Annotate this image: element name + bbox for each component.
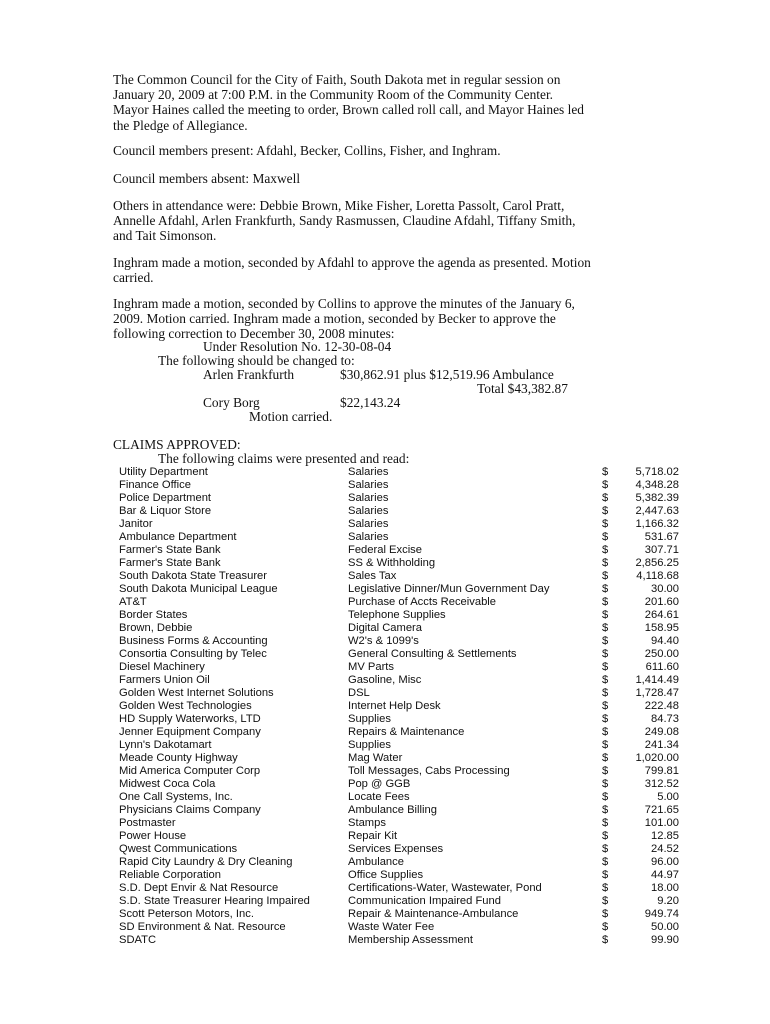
claim-amount: 2,856.25 bbox=[635, 557, 679, 569]
claim-amount: 1,020.00 bbox=[635, 752, 679, 764]
claim-vendor: Postmaster bbox=[119, 817, 176, 829]
claim-row bbox=[119, 674, 684, 687]
claim-row bbox=[119, 557, 684, 570]
claim-vendor: Brown, Debbie bbox=[119, 622, 193, 634]
claim-amount: 94.40 bbox=[651, 635, 679, 647]
claim-row bbox=[119, 778, 684, 791]
claim-description: Supplies bbox=[348, 739, 391, 751]
claim-row bbox=[119, 648, 684, 661]
arlen-name: Arlen Frankfurth bbox=[203, 367, 295, 382]
claim-vendor: Border States bbox=[119, 609, 188, 621]
minutes-line: Inghram made a motion, seconded by Collins to approve the minutes of the January 6, bbox=[113, 296, 575, 311]
claim-vendor: Mid America Computer Corp bbox=[119, 765, 261, 777]
claim-vendor: Business Forms & Accounting bbox=[119, 635, 268, 647]
claim-row bbox=[119, 622, 684, 635]
intro-line: January 20, 2009 at 7:00 P.M. in the Community Room of the Community Center. bbox=[113, 87, 554, 103]
claim-amount: 24.52 bbox=[651, 843, 679, 855]
claim-row bbox=[119, 804, 684, 817]
minutes-line: 2009. Motion carried. Inghram made a motion, seconded by Becker to approve the bbox=[113, 311, 556, 327]
claim-vendor: One Call Systems, Inc. bbox=[119, 791, 233, 803]
claim-vendor: Janitor bbox=[119, 518, 153, 530]
arlen-amount: $30,862.91 plus $12,519.96 Ambulance bbox=[340, 367, 554, 382]
attendance-paragraph bbox=[113, 198, 673, 244]
claim-description: Supplies bbox=[348, 713, 391, 725]
claim-description: Mag Water bbox=[348, 752, 403, 764]
claim-amount: 4,348.28 bbox=[635, 479, 679, 491]
claim-currency: $ bbox=[602, 804, 609, 816]
claim-amount: 307.71 bbox=[644, 544, 679, 556]
claim-row bbox=[119, 921, 684, 934]
intro-line: the Pledge of Allegiance. bbox=[113, 117, 248, 133]
claim-vendor: Scott Peterson Motors, Inc. bbox=[119, 908, 254, 920]
claim-row bbox=[119, 908, 684, 921]
claim-currency: $ bbox=[602, 661, 609, 673]
claim-description: Services Expenses bbox=[348, 843, 444, 855]
claim-description: Communication Impaired Fund bbox=[348, 895, 501, 907]
claim-vendor: Qwest Communications bbox=[119, 843, 238, 855]
claim-currency: $ bbox=[602, 505, 609, 517]
claim-vendor: Utility Department bbox=[119, 466, 208, 478]
claim-row bbox=[119, 700, 684, 713]
agenda-paragraph bbox=[113, 255, 673, 285]
claim-row bbox=[119, 570, 684, 583]
claim-description: Sales Tax bbox=[348, 570, 397, 582]
claim-description: Internet Help Desk bbox=[348, 700, 441, 712]
attendance-line: Annelle Afdahl, Arlen Frankfurth, Sandy Rasmussen, Claudine Afdahl, Tiffany Smith, bbox=[113, 213, 576, 229]
claim-row bbox=[119, 713, 684, 726]
claim-description: General Consulting & Settlements bbox=[348, 648, 517, 660]
claim-description: Certifications-Water, Wastewater, Pond bbox=[348, 882, 542, 894]
claim-amount: 222.48 bbox=[644, 700, 679, 712]
claim-currency: $ bbox=[602, 687, 609, 699]
claim-currency: $ bbox=[602, 544, 609, 556]
claim-description: Salaries bbox=[348, 492, 389, 504]
claim-vendor: Consortia Consulting by Telec bbox=[119, 648, 267, 660]
claim-vendor: Power House bbox=[119, 830, 187, 842]
claim-amount: 101.00 bbox=[644, 817, 679, 829]
claim-row bbox=[119, 843, 684, 856]
claim-description: Waste Water Fee bbox=[348, 921, 435, 933]
claim-amount: 201.60 bbox=[644, 596, 679, 608]
claim-amount: 50.00 bbox=[651, 921, 679, 933]
claim-amount: 99.90 bbox=[651, 934, 679, 946]
claim-amount: 158.95 bbox=[644, 622, 679, 634]
claim-row bbox=[119, 830, 684, 843]
claim-vendor: Police Department bbox=[119, 492, 212, 504]
claim-vendor: Farmers Union Oil bbox=[119, 674, 210, 686]
claim-amount: 250.00 bbox=[644, 648, 679, 660]
claim-currency: $ bbox=[602, 752, 609, 764]
claim-row bbox=[119, 882, 684, 895]
claim-description: Pop @ GGB bbox=[348, 778, 411, 790]
claim-currency: $ bbox=[602, 479, 609, 491]
claim-row bbox=[119, 934, 684, 947]
claim-amount: 531.67 bbox=[644, 531, 679, 543]
claim-currency: $ bbox=[602, 908, 609, 920]
claim-currency: $ bbox=[602, 596, 609, 608]
claim-vendor: Farmer's State Bank bbox=[119, 544, 221, 556]
claims-heading: CLAIMS APPROVED: bbox=[113, 437, 241, 452]
claim-description: Stamps bbox=[348, 817, 386, 829]
claim-currency: $ bbox=[602, 765, 609, 777]
claim-currency: $ bbox=[602, 700, 609, 712]
claim-vendor: South Dakota State Treasurer bbox=[119, 570, 268, 582]
claim-description: Salaries bbox=[348, 466, 389, 478]
claim-currency: $ bbox=[602, 739, 609, 751]
claim-description: Salaries bbox=[348, 518, 389, 530]
claim-currency: $ bbox=[602, 518, 609, 530]
claim-amount: 799.81 bbox=[644, 765, 679, 777]
claim-vendor: Reliable Corporation bbox=[119, 869, 221, 881]
claim-currency: $ bbox=[602, 921, 609, 933]
claim-currency: $ bbox=[602, 726, 609, 738]
absent-paragraph: Council members absent: Maxwell bbox=[113, 171, 301, 186]
claim-amount: 721.65 bbox=[644, 804, 679, 816]
claim-row bbox=[119, 752, 684, 765]
claim-vendor: Golden West Technologies bbox=[119, 700, 252, 712]
minutes-line: following correction to December 30, 2008 minutes: bbox=[113, 326, 395, 342]
claim-vendor: AT&T bbox=[119, 596, 147, 608]
claim-amount: 5,718.02 bbox=[635, 466, 679, 478]
claim-vendor: Jenner Equipment Company bbox=[119, 726, 261, 738]
claim-description: Salaries bbox=[348, 479, 389, 491]
claim-row bbox=[119, 687, 684, 700]
claim-currency: $ bbox=[602, 869, 609, 881]
agenda-line: Inghram made a motion, seconded by Afdahl to approve the agenda as presented. Motion bbox=[113, 255, 591, 270]
attendance-line: Others in attendance were: Debbie Brown, Mike Fisher, Loretta Passolt, Carol Pratt, bbox=[113, 198, 565, 213]
claim-currency: $ bbox=[602, 570, 609, 582]
claim-currency: $ bbox=[602, 674, 609, 686]
intro-line: The Common Council for the City of Faith, South Dakota met in regular session on bbox=[113, 72, 561, 87]
claim-description: Gasoline, Misc bbox=[348, 674, 422, 686]
claim-vendor: SD Environment & Nat. Resource bbox=[119, 921, 286, 933]
claim-currency: $ bbox=[602, 934, 609, 946]
agenda-line: carried. bbox=[113, 270, 154, 286]
claim-row bbox=[119, 661, 684, 674]
claim-description: Repair & Maintenance-Ambulance bbox=[348, 908, 519, 920]
claim-amount: 44.97 bbox=[651, 869, 679, 881]
claim-vendor: Bar & Liquor Store bbox=[119, 505, 212, 517]
claim-description: Purchase of Accts Receivable bbox=[348, 596, 496, 608]
claim-description: Ambulance Billing bbox=[348, 804, 437, 816]
intro-line: Mayor Haines called the meeting to order, Brown called roll call, and Mayor Haines led bbox=[113, 102, 584, 118]
claim-currency: $ bbox=[602, 895, 609, 907]
claim-row bbox=[119, 726, 684, 739]
claim-amount: 4,118.68 bbox=[636, 570, 679, 582]
minutes-paragraph bbox=[113, 296, 673, 342]
claim-currency: $ bbox=[602, 791, 609, 803]
cory-amount: $22,143.24 bbox=[340, 395, 401, 410]
claim-currency: $ bbox=[602, 648, 609, 660]
claim-vendor: HD Supply Waterworks, LTD bbox=[119, 713, 261, 725]
claim-currency: $ bbox=[602, 882, 609, 894]
claim-amount: 312.52 bbox=[644, 778, 679, 790]
arlen-total: Total $43,382.87 bbox=[477, 381, 568, 396]
claim-description: Legislative Dinner/Mun Government Day bbox=[348, 583, 550, 595]
claim-vendor: Physicians Claims Company bbox=[119, 804, 261, 816]
claim-row bbox=[119, 466, 684, 479]
attendance-line: and Tait Simonson. bbox=[113, 228, 217, 244]
claim-row bbox=[119, 635, 684, 648]
claim-amount: 96.00 bbox=[651, 856, 679, 868]
claim-currency: $ bbox=[602, 492, 609, 504]
claim-row bbox=[119, 765, 684, 778]
claim-row bbox=[119, 609, 684, 622]
claim-vendor: SDATC bbox=[119, 934, 157, 946]
claim-vendor: Rapid City Laundry & Dry Cleaning bbox=[119, 856, 293, 868]
claim-amount: 9.20 bbox=[657, 895, 679, 907]
claim-amount: 249.08 bbox=[644, 726, 679, 738]
claims-table bbox=[119, 466, 684, 947]
change-note: The following should be changed to: bbox=[158, 353, 355, 368]
claim-description: Repairs & Maintenance bbox=[348, 726, 465, 738]
claim-vendor: Diesel Machinery bbox=[119, 661, 205, 673]
cory-name: Cory Borg bbox=[203, 395, 260, 410]
claim-description: Telephone Supplies bbox=[348, 609, 446, 621]
claim-vendor: Golden West Internet Solutions bbox=[119, 687, 274, 699]
claim-row bbox=[119, 479, 684, 492]
claim-currency: $ bbox=[602, 609, 609, 621]
claim-vendor: Ambulance Department bbox=[119, 531, 237, 543]
claim-vendor: S.D. State Treasurer Hearing Impaired bbox=[119, 895, 310, 907]
claim-currency: $ bbox=[602, 622, 609, 634]
claim-vendor: Lynn's Dakotamart bbox=[119, 739, 212, 751]
claim-description: W2's & 1099's bbox=[348, 635, 419, 647]
claim-amount: 18.00 bbox=[651, 882, 679, 894]
claims-subheading: The following claims were presented and read: bbox=[158, 451, 410, 466]
claim-currency: $ bbox=[602, 713, 609, 725]
claim-amount: 30.00 bbox=[651, 583, 679, 595]
resolution-line: Under Resolution No. 12-30-08-04 bbox=[203, 339, 392, 354]
claim-description: Federal Excise bbox=[348, 544, 422, 556]
claim-amount: 264.61 bbox=[644, 609, 679, 621]
claim-row bbox=[119, 895, 684, 908]
claim-currency: $ bbox=[602, 778, 609, 790]
claim-vendor: Midwest Coca Cola bbox=[119, 778, 216, 790]
claim-row bbox=[119, 596, 684, 609]
claim-amount: 5.00 bbox=[657, 791, 679, 803]
claim-description: Salaries bbox=[348, 505, 389, 517]
present-paragraph: Council members present: Afdahl, Becker, Collins, Fisher, and Inghram. bbox=[113, 143, 501, 158]
claim-amount: 241.34 bbox=[644, 739, 679, 751]
claim-description: Locate Fees bbox=[348, 791, 410, 803]
claim-currency: $ bbox=[602, 843, 609, 855]
claim-row bbox=[119, 869, 684, 882]
claim-row bbox=[119, 544, 684, 557]
claim-row bbox=[119, 505, 684, 518]
claim-description: Toll Messages, Cabs Processing bbox=[348, 765, 510, 777]
claim-amount: 12.85 bbox=[651, 830, 679, 842]
claim-currency: $ bbox=[602, 531, 609, 543]
claim-amount: 1,728.47 bbox=[635, 687, 679, 699]
claim-amount: 611.60 bbox=[645, 661, 679, 673]
claim-vendor: Farmer's State Bank bbox=[119, 557, 221, 569]
claim-row bbox=[119, 518, 684, 531]
claim-description: Office Supplies bbox=[348, 869, 424, 881]
claim-description: DSL bbox=[348, 687, 370, 699]
claim-row bbox=[119, 856, 684, 869]
claim-amount: 2,447.63 bbox=[635, 505, 679, 517]
claim-description: Ambulance bbox=[348, 856, 404, 868]
claim-currency: $ bbox=[602, 635, 609, 647]
claim-currency: $ bbox=[602, 583, 609, 595]
claim-row bbox=[119, 739, 684, 752]
claim-row bbox=[119, 531, 684, 544]
claim-description: Digital Camera bbox=[348, 622, 422, 634]
claim-amount: 1,414.49 bbox=[635, 674, 679, 686]
claim-vendor: South Dakota Municipal League bbox=[119, 583, 278, 595]
claim-currency: $ bbox=[602, 817, 609, 829]
claim-row bbox=[119, 791, 684, 804]
claim-currency: $ bbox=[602, 856, 609, 868]
claim-amount: 5,382.39 bbox=[635, 492, 679, 504]
claim-vendor: Finance Office bbox=[119, 479, 191, 491]
claim-description: Membership Assessment bbox=[348, 934, 473, 946]
claim-vendor: S.D. Dept Envir & Nat Resource bbox=[119, 882, 279, 894]
claim-amount: 949.74 bbox=[644, 908, 679, 920]
claim-currency: $ bbox=[602, 466, 609, 478]
claim-amount: 1,166.32 bbox=[635, 518, 679, 530]
claim-description: Repair Kit bbox=[348, 830, 398, 842]
claim-vendor: Meade County Highway bbox=[119, 752, 238, 764]
claim-description: SS & Withholding bbox=[348, 557, 436, 569]
claim-amount: 84.73 bbox=[651, 713, 679, 725]
claim-currency: $ bbox=[602, 557, 609, 569]
claim-row bbox=[119, 817, 684, 830]
claim-row bbox=[119, 492, 684, 505]
claim-currency: $ bbox=[602, 830, 609, 842]
motion-carried: Motion carried. bbox=[249, 409, 333, 424]
claim-description: MV Parts bbox=[348, 661, 395, 673]
claim-row bbox=[119, 583, 684, 596]
intro-paragraph bbox=[113, 72, 673, 133]
claim-description: Salaries bbox=[348, 531, 389, 543]
